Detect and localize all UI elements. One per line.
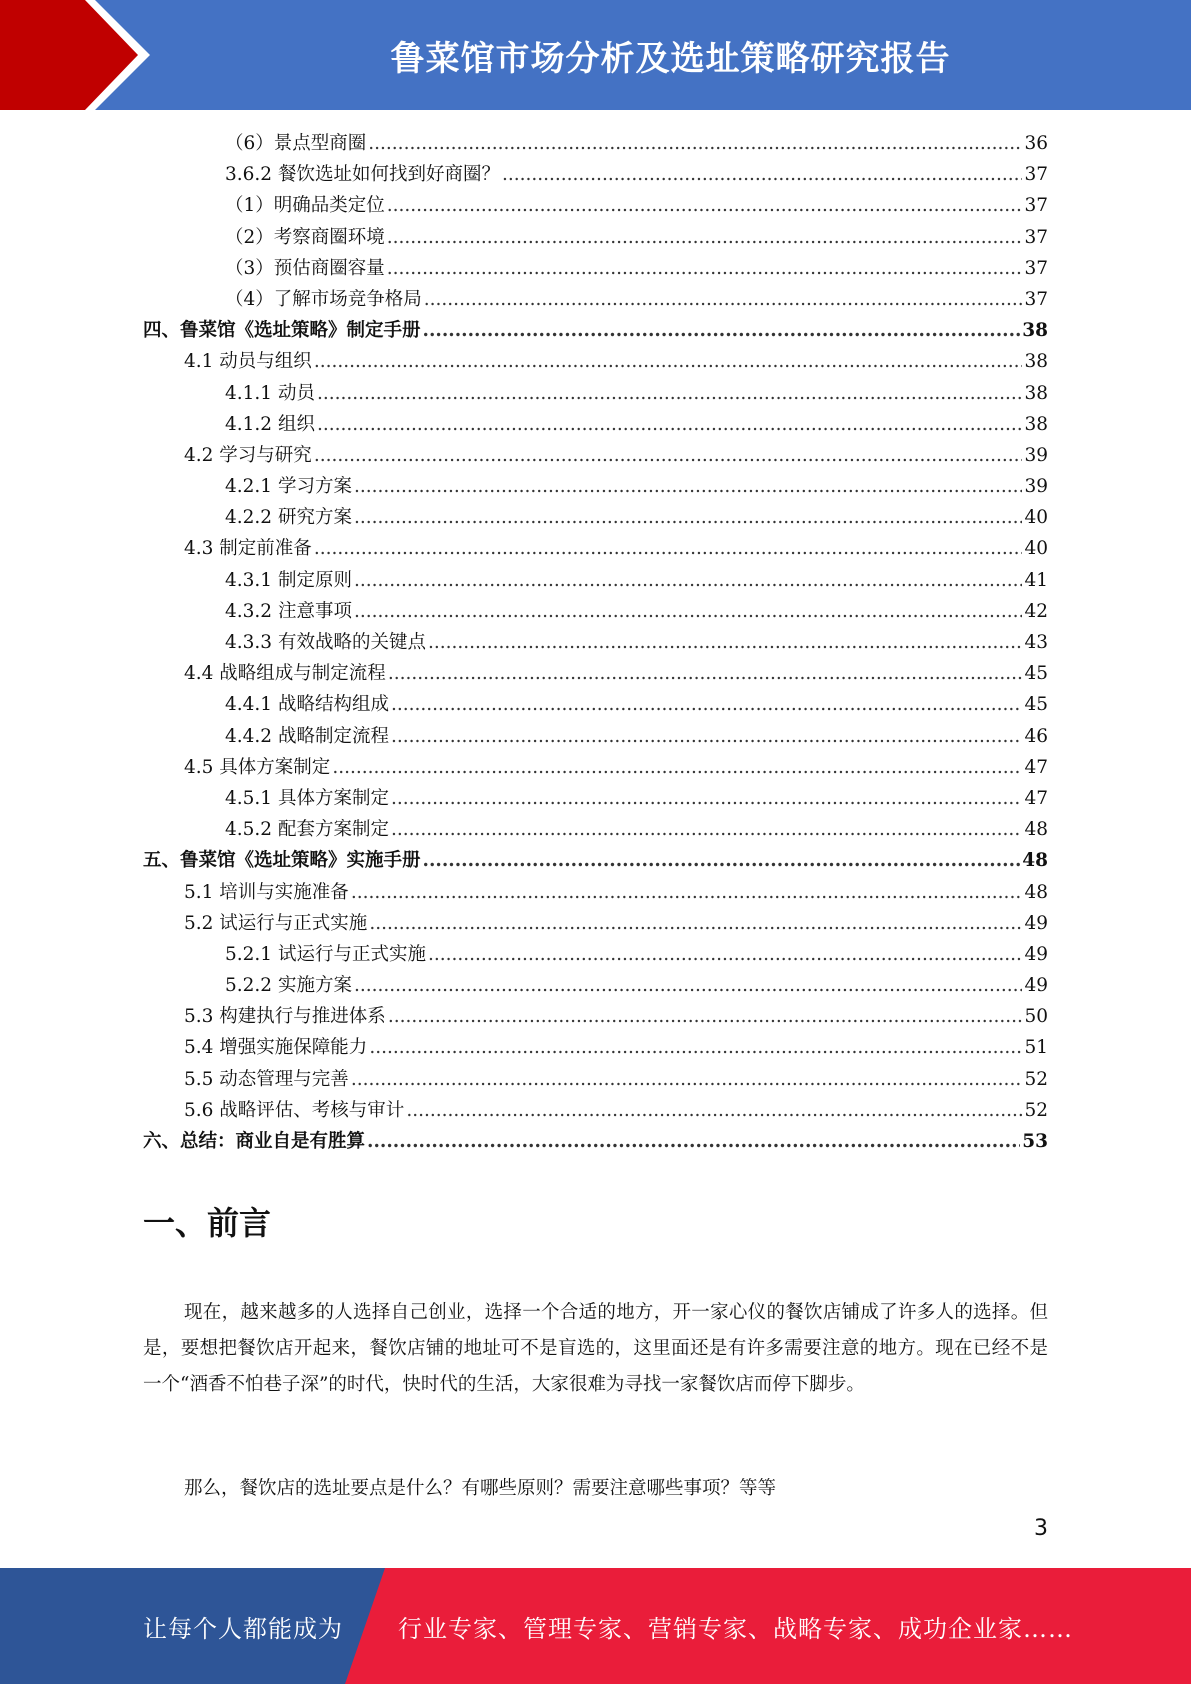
toc-leader-dots [387,222,1023,253]
page-number: 3 [1034,1516,1048,1541]
toc-leader-dots [424,284,1023,315]
toc-leader-dots [391,689,1022,720]
toc-entry-page: 36 [1024,133,1048,154]
table-of-contents [143,128,1048,1157]
toc-entry-page: 39 [1024,444,1048,466]
toc-entry[interactable] [143,877,1048,908]
report-title: 鲁菜馆市场分析及选址策略研究报告 [390,38,951,79]
toc-leader-dots [391,814,1022,845]
toc-leader-dots [391,783,1022,814]
toc-leader-dots [369,908,1022,939]
toc-leader-dots [406,1095,1022,1126]
toc-entry-page: 39 [1024,476,1048,498]
toc-entry[interactable] [143,596,1048,627]
toc-leader-dots [387,190,1023,221]
toc-leader-dots [388,658,1023,689]
toc-entry-page: 37 [1024,195,1048,217]
toc-entry[interactable] [143,565,1048,596]
toc-entry-label: 4.2 学习与研究 [184,444,312,466]
toc-entry[interactable] [143,378,1048,409]
toc-leader-dots [354,502,1023,533]
page-header [0,0,1191,110]
toc-entry-label: 5.1 培训与实施准备 [184,881,349,903]
toc-entry[interactable] [143,1064,1048,1095]
toc-entry[interactable] [143,159,1048,190]
toc-entry-label: 4.2.2 研究方案 [225,507,352,529]
toc-entry-label: 六、总结：商业自是有胜算 [143,1131,366,1152]
toc-leader-dots [423,315,1021,346]
toc-entry-page: 38 [1024,351,1048,373]
toc-entry-label: 5.3 构建执行与推进体系 [184,1006,386,1028]
toc-leader-dots [351,877,1023,908]
toc-entry[interactable] [143,939,1048,970]
toc-entry[interactable] [143,315,1048,346]
toc-entry-label: 四、鲁菜馆《选址策略》制定手册 [143,320,421,342]
toc-entry-page: 38 [1022,320,1048,342]
toc-entry-label: 4.3.3 有效战略的关键点 [225,632,426,653]
toc-entry-label: 4.4.2 战略制定流程 [225,725,389,747]
toc-entry-label: （1）明确品类定位 [225,195,385,217]
toc-entry[interactable] [143,253,1048,284]
toc-entry[interactable] [143,1032,1048,1063]
toc-entry[interactable] [143,783,1048,814]
toc-entry[interactable] [143,845,1048,876]
toc-leader-dots [387,253,1023,284]
toc-leader-dots [354,970,1023,1001]
toc-entry[interactable] [143,908,1048,939]
toc-entry-page: 49 [1024,975,1048,997]
toc-leader-dots [354,471,1023,502]
toc-leader-dots [317,409,1023,440]
footer-slogan-right: 行业专家、管理专家、营销专家、战略专家、成功企业家…… [398,1614,1073,1643]
toc-entry-page: 49 [1024,943,1048,965]
toc-entry-page: 50 [1024,1006,1048,1028]
paragraph-2: 那么，餐饮店的选址要点是什么？有哪些原则？需要注意哪些事项？等等 [184,1478,777,1499]
toc-entry-page: 37 [1024,288,1048,310]
toc-entry-page: 38 [1024,382,1048,404]
toc-entry-page: 40 [1024,507,1048,529]
toc-entry-label: 5.2.1 试运行与正式实施 [225,943,426,965]
toc-entry-label: 4.1.1 动员 [225,382,315,404]
toc-leader-dots [314,440,1023,471]
toc-leader-dots [332,752,1022,783]
toc-entry[interactable] [143,440,1048,471]
toc-entry-page: 37 [1024,257,1048,279]
toc-entry[interactable] [143,1001,1048,1032]
red-chevron-icon [0,0,160,110]
toc-entry-page: 48 [1024,819,1048,841]
toc-entry-page: 53 [1022,1131,1048,1152]
toc-entry-label: （4）了解市场竞争格局 [225,288,422,310]
toc-entry-page: 38 [1024,413,1048,435]
toc-leader-dots [423,845,1021,876]
toc-entry-page: 45 [1024,663,1048,685]
toc-entry[interactable] [143,471,1048,502]
toc-entry-label: 4.2.1 学习方案 [225,476,352,498]
toc-entry[interactable] [143,502,1048,533]
page-footer [0,1568,1191,1684]
toc-entry-page: 45 [1024,694,1048,716]
toc-entry[interactable] [143,1126,1048,1157]
section-title: 一、前言 [143,1204,272,1242]
toc-entry-page: 47 [1024,756,1048,778]
toc-entry-label: （6）景点型商圈 [225,133,367,154]
toc-entry-page: 49 [1024,912,1048,934]
toc-leader-dots [388,1001,1023,1032]
toc-entry-page: 47 [1024,787,1048,809]
toc-entry-page: 40 [1024,538,1048,560]
toc-entry-label: 4.5 具体方案制定 [184,756,331,778]
toc-entry-page: 37 [1024,164,1048,186]
toc-entry-page: 52 [1024,1068,1048,1090]
toc-entry-label: 4.3.2 注意事项 [225,600,352,622]
toc-entry-label: 4.3.1 制定原则 [225,569,352,591]
toc-leader-dots [314,346,1023,377]
toc-leader-dots [354,596,1023,627]
toc-entry-label: 5.4 增强实施保障能力 [184,1037,368,1059]
toc-leader-dots [428,627,1022,658]
toc-entry-page: 48 [1024,881,1048,903]
toc-leader-dots [354,565,1023,596]
toc-leader-dots [368,128,1022,159]
toc-entry[interactable] [143,814,1048,845]
toc-entry[interactable] [143,346,1048,377]
toc-leader-dots [391,721,1022,752]
toc-entry-label: 4.1 动员与组织 [184,351,312,373]
toc-entry-page: 43 [1024,632,1048,653]
toc-entry[interactable] [143,752,1048,783]
toc-entry-page: 52 [1024,1099,1048,1121]
toc-entry[interactable] [143,627,1048,658]
toc-entry[interactable] [143,658,1048,689]
toc-entry-page: 48 [1022,850,1048,872]
toc-leader-dots [369,1032,1022,1063]
toc-entry-page: 41 [1024,569,1048,591]
toc-entry[interactable] [143,689,1048,720]
toc-entry[interactable] [143,222,1048,253]
toc-leader-dots [317,378,1023,409]
toc-entry-label: 4.3 制定前准备 [184,538,312,560]
toc-entry[interactable] [143,533,1048,564]
toc-entry-label: （3）预估商圈容量 [225,257,385,279]
toc-entry-page: 51 [1024,1037,1048,1059]
toc-entry[interactable] [143,409,1048,440]
toc-entry-label: 4.4 战略组成与制定流程 [184,663,386,685]
toc-entry-label: （2）考察商圈环境 [225,226,385,248]
toc-entry[interactable] [143,190,1048,221]
toc-entry-label: 3.6.2 餐饮选址如何找到好商圈？ [225,164,500,186]
toc-entry-page: 37 [1024,226,1048,248]
toc-leader-dots [502,159,1022,190]
toc-entry[interactable] [143,128,1048,159]
toc-entry-label: 五、鲁菜馆《选址策略》实施手册 [143,850,421,872]
toc-entry[interactable] [143,1095,1048,1126]
toc-entry-label: 5.2.2 实施方案 [225,975,352,997]
toc-entry-page: 46 [1024,725,1048,747]
toc-entry-label: 4.5.2 配套方案制定 [225,819,389,841]
toc-entry[interactable] [143,284,1048,315]
toc-entry[interactable] [143,970,1048,1001]
toc-leader-dots [367,1126,1020,1157]
footer-slogan-left: 让每个人都能成为 [143,1614,343,1643]
toc-leader-dots [351,1064,1023,1095]
toc-entry-label: 4.5.1 具体方案制定 [225,787,389,809]
toc-leader-dots [314,533,1023,564]
toc-entry-label: 5.5 动态管理与完善 [184,1068,349,1090]
toc-entry-label: 4.1.2 组织 [225,413,315,435]
toc-leader-dots [428,939,1022,970]
paragraph-1: 现在，越来越多的人选择自己创业，选择一个合适的地方，开一家心仪的餐饮店铺成了许多人的选择。但是，要想把餐饮店开起来，餐饮店铺的地址可不是盲选的，这里面还是有许多需要注意的地方。现在已经不是一个“酒香不怕巷子深”的时代，快时代的生活，大家很难为寻找一家餐饮店而停下脚步。 [143,1302,1048,1395]
toc-entry-page: 42 [1024,600,1048,622]
toc-entry-label: 5.2 试运行与正式实施 [184,912,368,934]
toc-entry[interactable] [143,721,1048,752]
toc-entry-label: 4.4.1 战略结构组成 [225,694,389,716]
toc-entry-label: 5.6 战略评估、考核与审计 [184,1099,405,1121]
